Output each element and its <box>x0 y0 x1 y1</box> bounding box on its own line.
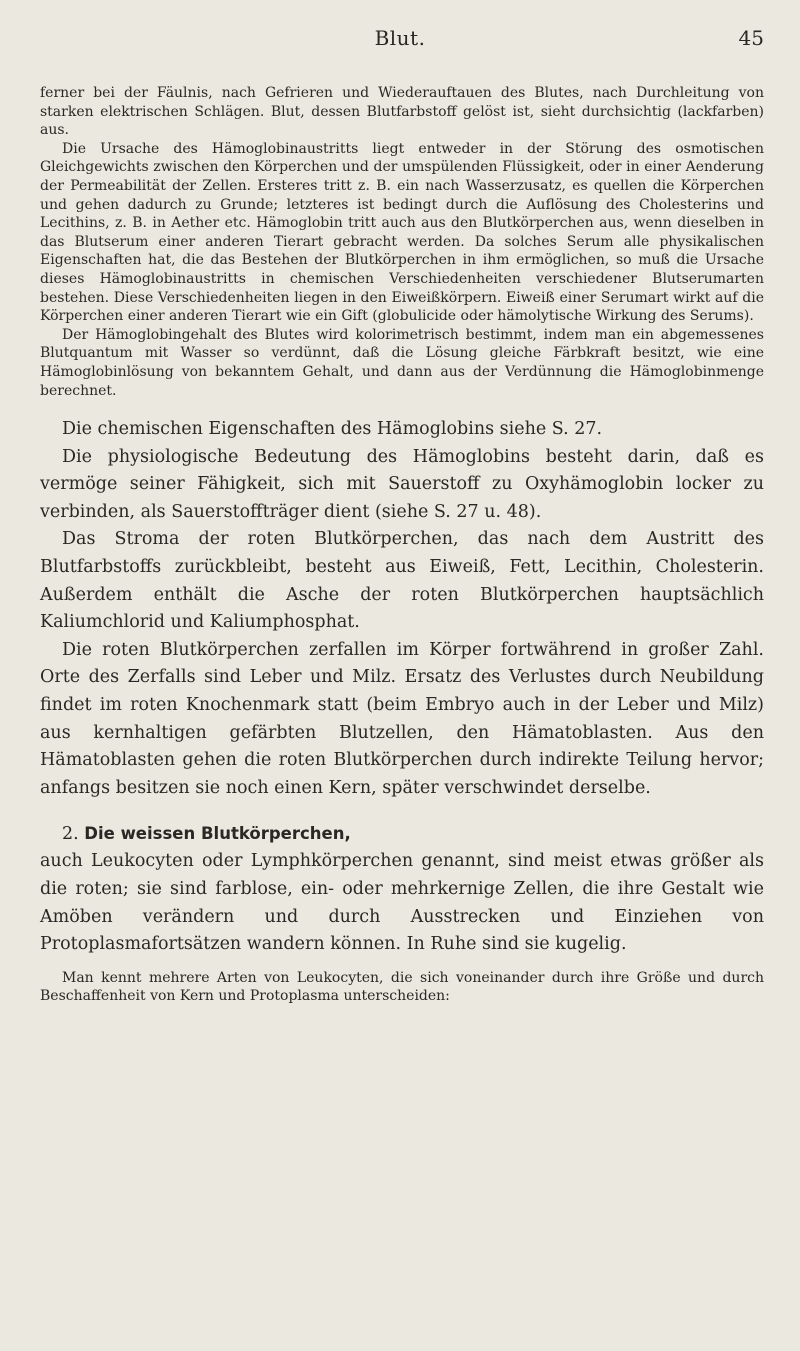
paragraph-chemical-properties: Die chemischen Eigenschaften des Hämoglobins siehe S. 27. <box>62 419 603 440</box>
section-title: Die weissen Blutkörperchen, <box>84 824 351 844</box>
paragraph-physiological-significance: Die physiologische Bedeutung des Hämoglobins besteht darin, daß es vermöge seiner Fähigkeit, sich mit Sauerstoff zu Oxyhämoglobin locker zu verbinden, als Sauerstoffträger dient (siehe S. 27 u. 48). <box>40 446 764 522</box>
main-text-block <box>40 416 764 959</box>
running-head: Blut. <box>374 26 426 50</box>
section-number: 2. <box>62 824 79 845</box>
page-number: 45 <box>738 26 764 50</box>
paragraph-leukocyte-types: Man kennt mehrere Arten von Leukocyten, die sich voneinander durch ihre Größe und durch Beschaffenheit von Kern und Protoplasma unterscheiden: <box>40 969 764 1005</box>
paragraph-leukocytes: auch Leukocyten oder Lymphkörperchen genannt, sind meist etwas größer als die roten; sie sind farblose, ein- oder mehrkernige Zellen, die ihre Gestalt wie Amöben verändern und durch Ausstrecken und Einziehen von Protoplasmafortsätzen wandern können. In Ruhe sind sie kugelig. <box>40 851 764 955</box>
section-heading <box>40 820 764 848</box>
small-print-tail <box>40 969 764 1006</box>
page-header <box>0 26 800 56</box>
paragraph-decay-renewal: Die roten Blutkörperchen zerfallen im Körper fortwährend in großer Zahl. Orte des Zerfalls sind Leber und Milz. Ersatz des Verlustes durch Neubildung findet im roten Knochenmark statt (beim Embryo auch in der Leber und Milz) aus kernhaltigen gefärbten Blutzellen, den Hämatoblasten. Aus den Hämatoblasten gehen die roten Blutkörperchen durch indirekte Teilung hervor; anfangs besitzen sie noch einen Kern, später verschwindet derselbe. <box>40 639 764 798</box>
paragraph-hemoglobin-content: Der Hämoglobingehalt des Blutes wird kolorimetrisch bestimmt, indem man ein abgemessenes Blutquantum mit Wasser so verdünnt, daß die Lösung gleiche Färbkraft besitzt, wie eine Hämoglobinlösung von bekanntem Gehalt, und dann aus der Verdünnung die Hämoglobinmenge berechnet. <box>40 326 764 399</box>
small-print-block <box>40 84 764 400</box>
paragraph-continuation: ferner bei der Fäulnis, nach Gefrieren und Wiederauftauen des Blutes, nach Durchleitung von starken elektrischen Schlägen. Blut, dessen Blutfarbstoff gelöst ist, sieht durchsichtig (lackfarben) aus. <box>40 85 764 139</box>
paragraph-hemoglobin-release: Die Ursache des Hämoglobinaustritts liegt entweder in der Störung des osmotischen Gleichgewichts zwischen den Körperchen und der umspülenden Flüssigkeit, oder in einer Aenderung der Permeabilität der Zellen. Ersteres tritt z. B. ein nach Wasserzusatz, es quellen die Körperchen und gehen dadurch zu Grunde; letzteres ist bedingt durch die Auflösung des Cholesterins und Lecithins, z. B. in Aether etc. Hämoglobin tritt auch aus den Blutkörperchen aus, wenn dieselben in das Blutserum einer anderen Tierart gebracht werden. Da solches Serum alle physikalischen Eigenschaften hat, die das Bestehen der Blutkörperchen in ihm ermöglichen, so muß die Ursache dieses Hämoglobinaustritts in chemischen Verschiedenheiten verschiedener Blutserumarten bestehen. Diese Verschiedenheiten liegen in den Eiweißkörpern. Eiweiß einer Serumart wirkt auf die Körperchen einer anderen Tierart wie ein Gift (globulicide oder hämolytische Wirkung des Serums). <box>40 140 764 325</box>
paragraph-stroma: Das Stroma der roten Blutkörperchen, das nach dem Austritt des Blutfarbstoffs zurückbleibt, besteht aus Eiweiß, Fett, Lecithin, Cholesterin. Außerdem enthält die Asche der roten Blutkörperchen hauptsächlich Kaliumchlorid und Kaliumphosphat. <box>40 529 764 633</box>
page-body <box>40 84 764 1006</box>
